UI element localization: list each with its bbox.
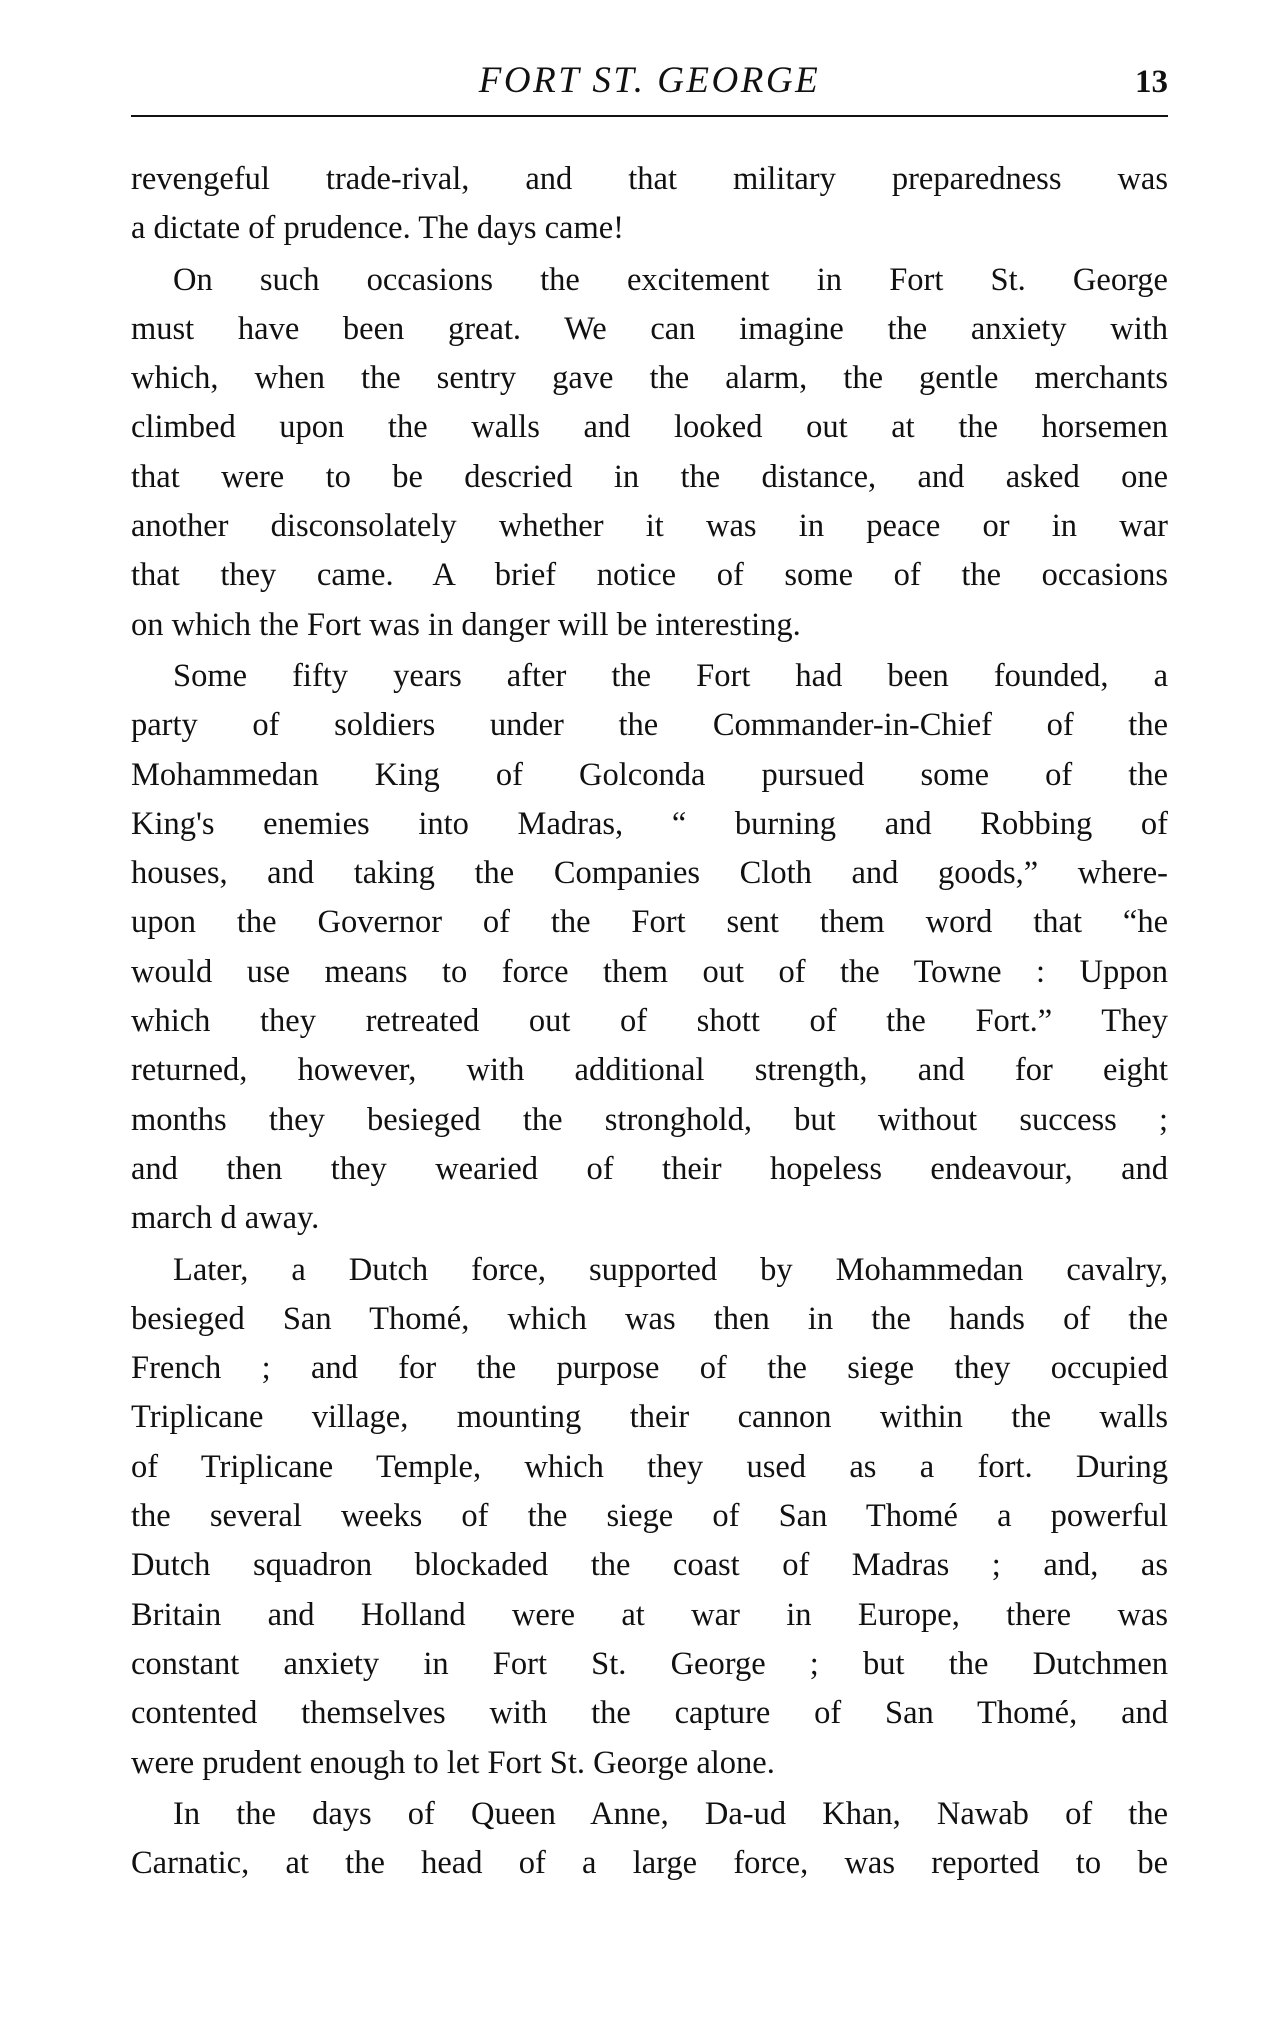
text-line: On such occasions the excitement in Fort St. George: [173, 261, 1168, 298]
text-line: returned, however, with additional strength, and for eight: [131, 1052, 1168, 1089]
text-line: march d away.: [131, 1200, 320, 1237]
text-line: constant anxiety in Fort St. George ; but the Dutchmen: [131, 1645, 1168, 1682]
running-head: [131, 55, 1168, 113]
page-number: 13: [1135, 64, 1168, 100]
text-line: Britain and Holland were at war in Europe, there was: [131, 1596, 1168, 1633]
text-line: Dutch squadron blockaded the coast of Madras ; and, as: [131, 1547, 1168, 1584]
text-line: houses, and taking the Companies Cloth and goods,” where-: [131, 855, 1168, 892]
text-line: Later, a Dutch force, supported by Mohammedan cavalry,: [173, 1251, 1168, 1288]
text-line: Mohammedan King of Golconda pursued some of the: [131, 756, 1168, 793]
text-line: Triplicane village, mounting their cannon within the walls: [131, 1399, 1168, 1436]
paragraph: [131, 155, 1168, 254]
text-line: must have been great. We can imagine the anxiety with: [131, 310, 1168, 347]
text-line: which they retreated out of shott of the Fort.” They: [131, 1003, 1168, 1040]
text-line: party of soldiers under the Commander-in-Chief of the: [131, 707, 1168, 744]
text-line: contented themselves with the capture of San Thomé, and: [131, 1695, 1168, 1732]
text-line: of Triplicane Temple, which they used as a fort. During: [131, 1448, 1168, 1485]
paragraph: [131, 256, 1168, 650]
text-line: months they besieged the stronghold, but without success ;: [131, 1101, 1168, 1138]
text-line: besieged San Thomé, which was then in the hands of the: [131, 1300, 1168, 1337]
body-text: [131, 155, 1168, 1890]
text-line: Carnatic, at the head of a large force, was reported to be: [131, 1845, 1168, 1882]
text-line: which, when the sentry gave the alarm, the gentle merchants: [131, 360, 1168, 397]
text-line: the several weeks of the siege of San Thomé a powerful: [131, 1498, 1168, 1535]
text-line: Some fifty years after the Fort had been founded, a: [173, 657, 1168, 694]
text-line: that were to be descried in the distance, and asked one: [131, 458, 1168, 495]
text-line: climbed upon the walls and looked out at the horsemen: [131, 409, 1168, 446]
text-line: on which the Fort was in danger will be interesting.: [131, 606, 801, 643]
running-head-title: FORT ST. GEORGE: [478, 60, 821, 101]
paragraph: [131, 1246, 1168, 1788]
paragraph: [131, 1790, 1168, 1889]
book-page: [131, 55, 1168, 1882]
text-line: another disconsolately whether it was in peace or in war: [131, 508, 1168, 545]
text-line: would use means to force them out of the Towne : Uppon: [131, 953, 1168, 990]
header-rule: [131, 115, 1168, 117]
text-line: revengeful trade-rival, and that military preparedness was: [131, 161, 1168, 197]
text-line: were prudent enough to let Fort St. George alone.: [131, 1744, 775, 1781]
text-line: King's enemies into Madras, “ burning and Robbing of: [131, 805, 1168, 842]
text-line: upon the Governor of the Fort sent them word that “he: [131, 904, 1168, 941]
text-line: that they came. A brief notice of some of the occasions: [131, 557, 1168, 594]
text-line: French ; and for the purpose of the siege they occupied: [131, 1350, 1168, 1387]
paragraph: [131, 652, 1168, 1244]
text-line: a dictate of prudence. The days came!: [131, 210, 624, 247]
text-line: In the days of Queen Anne, Da-ud Khan, Nawab of the: [173, 1795, 1168, 1832]
text-line: and then they wearied of their hopeless endeavour, and: [131, 1150, 1168, 1187]
